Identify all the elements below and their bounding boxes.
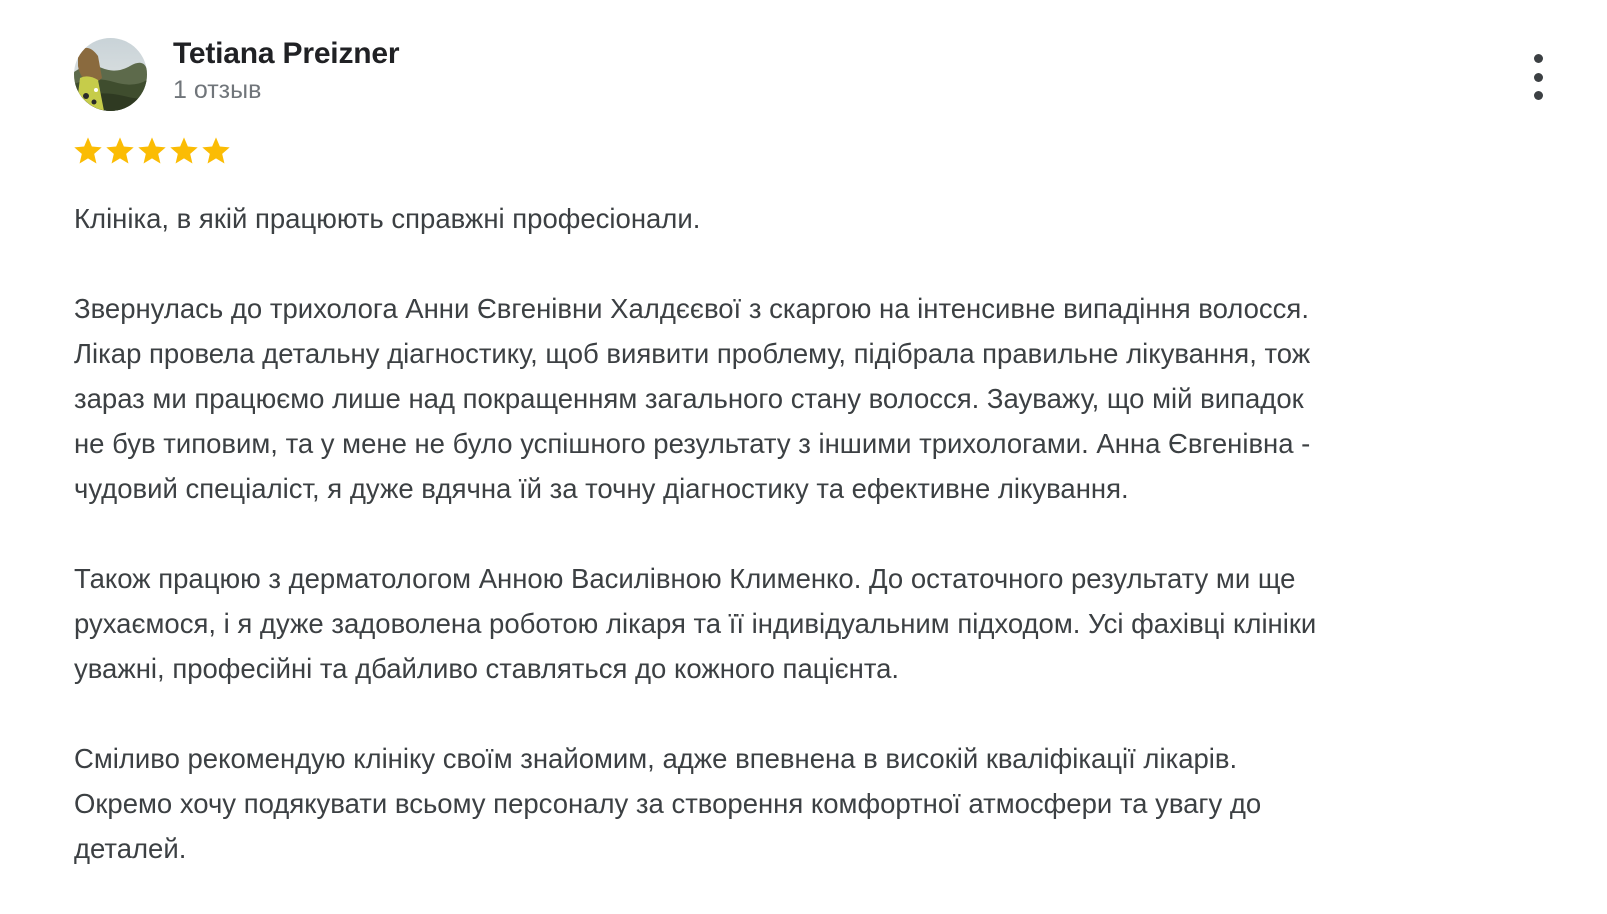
star-icon <box>105 136 135 166</box>
more-vert-icon <box>1534 54 1543 63</box>
reviewer-review-count[interactable]: 1 отзыв <box>173 76 262 104</box>
reviewer-name[interactable]: Tetiana Preizner <box>173 37 400 70</box>
review-text <box>74 196 1529 871</box>
avatar-photo <box>74 38 147 111</box>
review-paragraph: Звернулась до трихолога Анни Євгенівни Халдєєвої з скаргою на інтенсивне випадіння волосся. Лікар провела детальну діагностику, щоб виявити проблему, підібрала правильне лікування, тож зараз ми працюємо лише над покращенням загального стану волосся. Зауважу, що мій випадок не був типовим, та у мене не було успішного результату з іншими трихологами. Анна Євгенівна - чудовий спеціаліст, я дуже вдячна їй за точну діагностику та ефективне лікування. <box>74 293 1311 504</box>
review-paragraph: Клініка, в якій працюють справжні професіонали. <box>74 203 701 234</box>
star-icon <box>169 136 199 166</box>
review-paragraph: Також працюю з дерматологом Анною Василівною Клименко. До остаточного результату ми ще рухаємося, і я дуже задоволена роботою лікаря та її індивідуальним підходом. Усі фахівці клініки уважні, професійні та дбайливо ставляться до кожного пацієнта. <box>74 563 1317 684</box>
star-icon <box>137 136 167 166</box>
star-icon <box>201 136 231 166</box>
avatar[interactable] <box>74 38 147 111</box>
star-icon <box>73 136 103 166</box>
review-paragraph: Сміливо рекомендую клініку своїм знайомим, адже впевнена в високій кваліфікації лікарів. Окремо хочу подякувати всьому персоналу за створення комфортної атмосфери та увагу до деталей. <box>74 743 1262 864</box>
more-options-button[interactable] <box>1518 50 1558 104</box>
star-rating <box>73 136 231 166</box>
